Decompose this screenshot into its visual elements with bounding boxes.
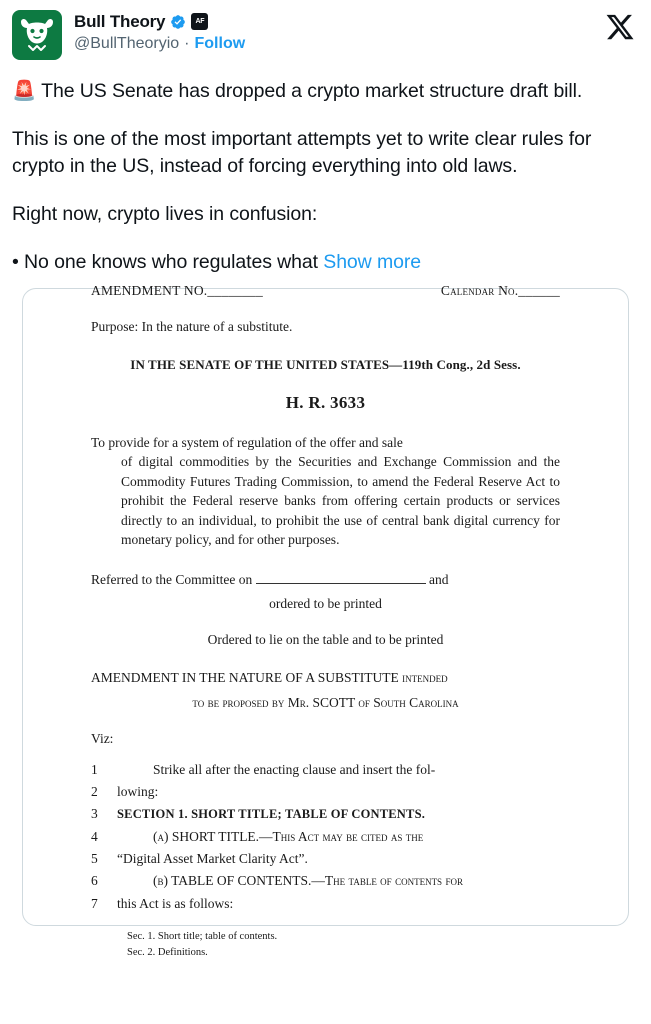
line-number: 7 [91,895,98,911]
x-logo-icon[interactable] [605,12,635,42]
document-ordered-line: Ordered to lie on the table and to be printed [207,632,444,648]
document-table-of-contents [91,929,560,961]
display-name: Bull Theory [74,12,166,31]
numbered-line [91,759,560,781]
verified-badge-icon [170,14,186,30]
line-number: 6 [91,873,98,889]
document-referred [91,570,560,615]
bull-icon [15,13,59,57]
line-number: 2 [91,784,98,800]
amendment-number: AMENDMENT NO.________ [91,282,263,298]
line-number: 3 [91,806,98,822]
toc-entry: Sec. 1. Short title; table of contents. [127,930,278,942]
line-number: 5 [91,851,98,866]
document-long-title [91,433,560,550]
bill-document [23,275,628,961]
document-viz: Viz: [91,730,114,746]
tweet-header [12,10,639,60]
calendar-number: Calendar No.______ [440,282,560,298]
numbered-line [91,848,560,870]
numbered-line [91,870,560,892]
numbered-line [91,826,560,848]
tweet-text [12,78,639,276]
amendment-proposer: to be proposed by Mr. SCOTT of South Carolina [192,694,459,710]
referred-prefix: Referred to the Committee on [91,571,253,587]
document-senate-line: IN THE SENATE OF THE UNITED STATES—119th Cong., 2d Sess. [130,356,521,372]
document-amendment-note [91,668,560,713]
tweet-paragraph-3: Right now, crypto lives in confusion: [12,202,318,225]
tweet-paragraph-2: This is one of the most important attempts yet to write clear rules for crypto in the US, instead of forcing everything into old laws. [12,128,592,177]
line-text: lowing: [117,784,159,800]
referred-second-line: ordered to be printed [269,596,382,612]
author-block [74,10,639,53]
tweet-media-document[interactable] [22,282,629,958]
author-handle[interactable]: @BullTheoryio [74,34,180,52]
long-title-lead: To provide for a system of regulation of the offer and sale [91,434,403,450]
referred-suffix: and [428,571,449,587]
avatar[interactable] [12,10,62,60]
tweet-bullet-line [12,249,639,275]
document-bill-number: H. R. 3633 [285,392,366,412]
line-number: 1 [91,761,98,777]
line-text: SECTION 1. SHORT TITLE; TABLE OF CONTENTS. [117,807,426,822]
numbered-line [91,803,560,825]
affiliate-badge-icon[interactable]: AF [191,13,208,30]
toc-entry: Sec. 2. Definitions. [127,946,208,958]
separator-dot: · [184,34,190,52]
show-more-link[interactable]: Show more [323,251,422,274]
line-number: 4 [91,828,98,844]
document-purpose: Purpose: In the nature of a substitute. [91,318,293,334]
follow-button[interactable]: Follow [194,34,246,52]
document-top-row [91,275,560,299]
tweet-paragraph-1: 🚨 The US Senate has dropped a crypto market structure draft bill. [12,80,583,102]
document-numbered-lines [91,759,560,915]
referred-blank [256,571,426,584]
line-text: (a) SHORT TITLE.—This Act may be cited as the [153,828,424,844]
numbered-line [91,781,560,803]
line-text: Strike all after the enacting clause and insert the fol- [153,761,436,777]
line-text: this Act is as follows: [117,895,234,911]
bullet-text: • No one knows who regulates what [12,251,318,274]
long-title-rest: of digital commodities by the Securities and Exchange Commission and the Commodity Futures Trading Commission, to amend the Federal Reserve Act to prohibit the Federal reserve banks from offering certain products or services directly to an individual, to prohibit the use of central bank digital currency for monetary policy, and for other purposes. [121,454,560,548]
author-handle-line [74,34,639,53]
amendment-lead: AMENDMENT IN THE NATURE OF A SUBSTITUTE intended [91,670,448,686]
numbered-line [91,893,560,915]
line-text: (b) TABLE OF CONTENTS.—The table of contents for [153,873,463,889]
author-name-line [74,12,639,32]
line-text: “Digital Asset Market Clarity Act”. [117,851,308,866]
